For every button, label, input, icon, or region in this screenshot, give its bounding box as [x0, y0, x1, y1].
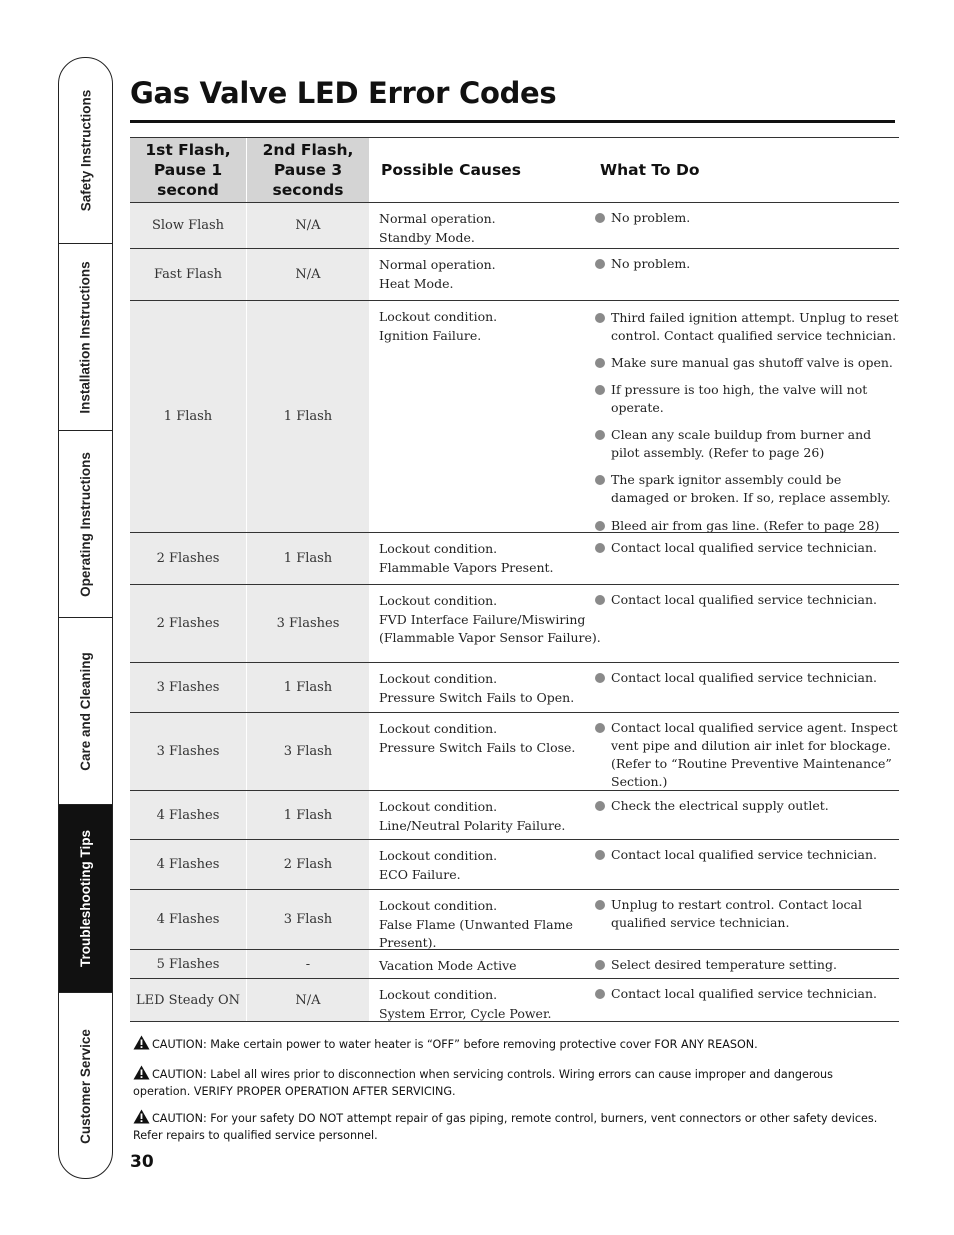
action-item [595, 591, 899, 609]
action-item [595, 669, 899, 687]
table-row [130, 532, 899, 584]
action-text: If pressure is too high, the valve will not operate. [611, 382, 868, 415]
second-flash-cell: - [247, 950, 369, 978]
possible-causes-cell: Lockout condition. Ignition Failure. [379, 309, 498, 343]
warning-triangle-icon [133, 1109, 150, 1124]
action-text: Contact local qualified service technician. [611, 986, 877, 1001]
table-row [130, 949, 899, 978]
first-flash-cell: 4 Flashes [130, 791, 246, 839]
bullet-dot-icon [595, 723, 605, 733]
bullet-dot-icon [595, 989, 605, 999]
header-second-flash: 2nd Flash, Pause 3 seconds [247, 138, 369, 202]
table-row [130, 300, 899, 532]
header-first-flash: 1st Flash, Pause 1 second [130, 138, 246, 202]
action-text: No problem. [611, 210, 691, 225]
first-flash-cell: 3 Flashes [130, 663, 246, 712]
error-code-table [130, 137, 899, 1022]
possible-causes-cell: Lockout condition. False Flame (Unwanted Flame Present). [379, 898, 573, 950]
possible-causes-cell: Normal operation. Standby Mode. [379, 211, 496, 245]
caution-note [133, 1109, 893, 1144]
action-item [595, 956, 899, 974]
action-item [595, 896, 899, 932]
second-flash-cell: 1 Flash [247, 533, 369, 584]
action-text: Bleed air from gas line. (Refer to page 28) [611, 518, 880, 533]
table-row [130, 978, 899, 1021]
action-text: Third failed ignition attempt. Unplug to reset control. Contact qualified service technician. [611, 310, 899, 343]
table-row [130, 889, 899, 949]
second-flash-cell: 1 Flash [247, 663, 369, 712]
action-text: Contact local qualified service technician. [611, 847, 877, 862]
action-text: Make sure manual gas shutoff valve is open. [611, 355, 893, 370]
action-item [595, 354, 899, 372]
action-item [595, 471, 899, 507]
action-item [595, 846, 899, 864]
action-text: The spark ignitor assembly could be damaged or broken. If so, replace assembly. [611, 472, 891, 505]
header-possible-causes: Possible Causes [381, 161, 521, 179]
tab-operating-instructions[interactable] [59, 431, 112, 618]
first-flash-cell: 2 Flashes [130, 533, 246, 584]
tab-label: Safety Instructions [78, 89, 93, 212]
second-flash-cell: 3 Flash [247, 713, 369, 790]
bullet-dot-icon [595, 358, 605, 368]
action-item [595, 539, 899, 557]
possible-causes-cell: Lockout condition. FVD Interface Failure/Miswiring (Flammable Vapor Sensor Failure). [379, 593, 601, 645]
page-number: 30 [130, 1152, 154, 1172]
bullet-dot-icon [595, 521, 605, 531]
warning-triangle-icon [133, 1035, 150, 1050]
bullet-dot-icon [595, 801, 605, 811]
action-item [595, 719, 899, 791]
possible-causes-cell: Vacation Mode Active [379, 958, 517, 973]
bullet-dot-icon [595, 595, 605, 605]
bullet-dot-icon [595, 850, 605, 860]
action-item [595, 985, 899, 1003]
tab-troubleshooting-tips[interactable] [59, 805, 112, 993]
second-flash-cell: N/A [247, 979, 369, 1021]
bullet-dot-icon [595, 960, 605, 970]
tab-care-and-cleaning[interactable] [59, 618, 112, 805]
first-flash-cell: 4 Flashes [130, 840, 246, 889]
table-row [130, 202, 899, 248]
possible-causes-cell: Lockout condition. Pressure Switch Fails to Open. [379, 671, 575, 705]
bullet-dot-icon [595, 213, 605, 223]
table-row [130, 248, 899, 300]
second-flash-cell: 3 Flash [247, 890, 369, 949]
bullet-dot-icon [595, 543, 605, 553]
action-text: Clean any scale buildup from burner and pilot assembly. (Refer to page 26) [611, 427, 872, 460]
tab-label: Installation Instructions [78, 260, 94, 414]
possible-causes-cell: Normal operation. Heat Mode. [379, 257, 496, 291]
tab-label: Troubleshooting Tips [78, 830, 93, 967]
table-row [130, 662, 899, 712]
title-rule [130, 120, 895, 123]
action-text: No problem. [611, 256, 691, 271]
first-flash-cell: 1 Flash [130, 301, 246, 532]
bullet-dot-icon [595, 313, 605, 323]
action-item [595, 309, 899, 345]
bullet-dot-icon [595, 385, 605, 395]
tab-label: Operating Instructions [78, 451, 94, 597]
second-flash-cell: 1 Flash [247, 791, 369, 839]
action-item [595, 797, 899, 815]
header-what-to-do: What To Do [600, 161, 700, 179]
caution-note [133, 1035, 893, 1053]
page-title: Gas Valve LED Error Codes [130, 76, 557, 110]
action-text: Contact local qualified service technician. [611, 670, 877, 685]
first-flash-cell: Fast Flash [130, 249, 246, 300]
table-row [130, 712, 899, 790]
action-item [595, 255, 899, 273]
bullet-dot-icon [595, 475, 605, 485]
action-text: Check the electrical supply outlet. [611, 798, 829, 813]
first-flash-cell: LED Steady ON [130, 979, 246, 1021]
table-row [130, 839, 899, 889]
action-item [595, 209, 899, 227]
section-tabs [58, 57, 113, 1179]
warning-triangle-icon [133, 1065, 150, 1080]
first-flash-cell: 5 Flashes [130, 950, 246, 978]
tab-label: Care and Cleaning [78, 651, 93, 771]
caution-text: CAUTION: Make certain power to water heater is “OFF” before removing protective cover FOR ANY REASON. [152, 1038, 758, 1051]
possible-causes-cell: Lockout condition. Line/Neutral Polarity Failure. [379, 799, 566, 833]
caution-text: CAUTION: Label all wires prior to disconnection when servicing controls. Wiring errors can cause improper and dangerous operation. VERIFY PROPER OPERATION AFTER SERVICING. [133, 1068, 833, 1098]
action-text: Contact local qualified service agent. Inspect vent pipe and dilution air inlet for blockage. (Refer to “Routine Preventive Maintenance” Section.) [611, 720, 898, 789]
first-flash-cell: Slow Flash [130, 203, 246, 248]
second-flash-cell: N/A [247, 203, 369, 248]
table-row [130, 790, 899, 839]
tab-customer-service[interactable] [59, 993, 112, 1179]
second-flash-cell: 1 Flash [247, 301, 369, 532]
action-text: Select desired temperature setting. [611, 957, 837, 972]
action-text: Contact local qualified service technician. [611, 540, 877, 555]
tab-label: Customer Service [78, 1029, 93, 1144]
possible-causes-cell: Lockout condition. ECO Failure. [379, 848, 498, 882]
bullet-dot-icon [595, 430, 605, 440]
second-flash-cell: 2 Flash [247, 840, 369, 889]
table-header [130, 137, 899, 202]
tab-installation-instructions[interactable] [59, 244, 112, 431]
possible-causes-cell: Lockout condition. Flammable Vapors Present. [379, 541, 554, 575]
caution-note [133, 1065, 893, 1100]
second-flash-cell: 3 Flashes [247, 585, 369, 662]
action-text: Contact local qualified service technician. [611, 592, 877, 607]
bullet-dot-icon [595, 259, 605, 269]
possible-causes-cell: Lockout condition. System Error, Cycle Power. [379, 987, 552, 1021]
action-text: Unplug to restart control. Contact local qualified service technician. [611, 897, 863, 930]
bullet-dot-icon [595, 673, 605, 683]
first-flash-cell: 2 Flashes [130, 585, 246, 662]
possible-causes-cell: Lockout condition. Pressure Switch Fails to Close. [379, 721, 576, 755]
caution-text: CAUTION: For your safety DO NOT attempt repair of gas piping, remote control, burners, vent connectors or other safety devices. Refer repairs to qualified service personnel. [133, 1112, 878, 1142]
table-row [130, 584, 899, 662]
second-flash-cell: N/A [247, 249, 369, 300]
action-item [595, 381, 899, 417]
action-item [595, 426, 899, 462]
first-flash-cell: 3 Flashes [130, 713, 246, 790]
tab-safety-instructions[interactable] [59, 58, 112, 244]
bullet-dot-icon [595, 900, 605, 910]
first-flash-cell: 4 Flashes [130, 890, 246, 949]
table-body [130, 202, 899, 1022]
